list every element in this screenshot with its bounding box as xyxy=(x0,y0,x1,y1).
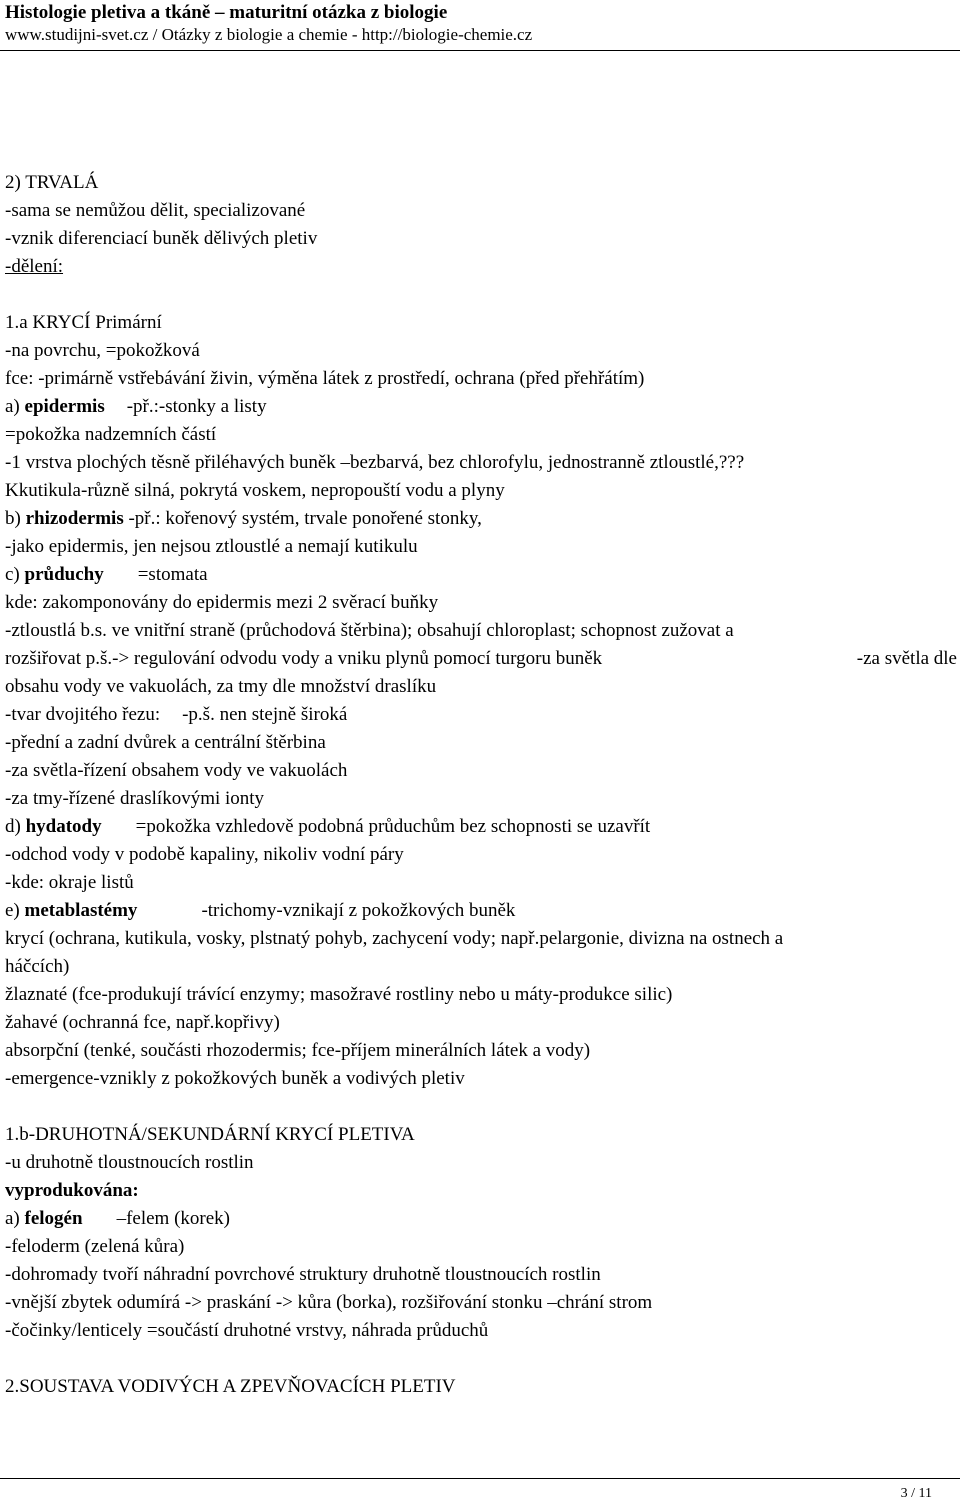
text-line: =pokožka nadzemních částí xyxy=(5,424,217,445)
text-line: -u druhotně tloustnoucích rostlin xyxy=(5,1152,254,1173)
text-line: -za tmy-řízené draslíkovými ionty xyxy=(5,788,265,809)
term-pruduchy: průduchy xyxy=(24,564,104,585)
text-segment-right: -za světla dle xyxy=(856,648,957,669)
item-text: -př.:-stonky a listy xyxy=(126,396,267,417)
text-line: -feloderm (zelená kůra) xyxy=(5,1236,185,1257)
item-marker: c) xyxy=(5,564,25,585)
text-line: fce: -primárně vstřebávání živin, výměna látek z prostředí, ochrana (před přehřátím) xyxy=(5,368,645,389)
term-epidermis: epidermis xyxy=(24,396,105,417)
text-line: -kde: okraje listů xyxy=(5,872,134,893)
text-line: -vnější zbytek odumírá -> praskání -> kůra (borka), rozšiřování stonku –chrání strom xyxy=(5,1292,653,1313)
page-header xyxy=(5,0,955,46)
text-line: Kkutikula-různě silná, pokrytá voskem, nepropouští vodu a plyny xyxy=(5,480,505,501)
item-marker: a) xyxy=(5,396,25,417)
text-line: -čočinky/lenticely =součástí druhotné vrstvy, náhrada průduchů xyxy=(5,1320,489,1341)
item-marker: a) xyxy=(5,1208,25,1229)
text-line: krycí (ochrana, kutikula, vosky, plstnatý pohyb, zachycení vody; např.pelargonie, divizna na ostnech a xyxy=(5,928,784,949)
item-metablastemy xyxy=(5,897,957,925)
bold-label: vyprodukována: xyxy=(5,1180,139,1201)
item-felogen xyxy=(5,1205,957,1233)
item-marker: b) xyxy=(5,508,26,529)
document-source: www.studijni-svet.cz / Otázky z biologie a chemie - http://biologie-chemie.cz xyxy=(5,25,533,44)
term-metablastemy: metablastémy xyxy=(24,900,138,921)
text-line: absorpční (tenké, součásti rhozodermis; fce-příjem minerálních látek a vody) xyxy=(5,1040,591,1061)
item-pruduchy xyxy=(5,561,957,589)
blank-line xyxy=(5,1093,957,1121)
term-rhizodermis: rhizodermis xyxy=(25,508,124,529)
blank-line xyxy=(5,281,957,309)
text-line: -přední a zadní dvůrek a centrální štěrbina xyxy=(5,732,326,753)
text-line: -na povrchu, =pokožková xyxy=(5,340,200,361)
text-segment: -p.š. nen stejně široká xyxy=(182,704,348,725)
text-line: -dohromady tvoří náhradní povrchové struktury druhotně tloustnoucích rostlin xyxy=(5,1264,601,1285)
text-line: -odchod vody v podobě kapaliny, nikoliv vodní páry xyxy=(5,844,404,865)
item-rhizodermis xyxy=(5,505,957,533)
header-divider xyxy=(0,50,960,51)
term-hydatody: hydatody xyxy=(25,816,102,837)
text-segment: -tvar dvojitého řezu: xyxy=(5,704,161,725)
text-line xyxy=(5,701,957,729)
item-text: =pokožka vzhledově podobná průduchům bez schopnosti se uzavřít xyxy=(135,816,651,837)
text-line: -jako epidermis, jen nejsou ztloustlé a nemají kutikulu xyxy=(5,536,418,557)
text-line: -1 vrstva plochých těsně přiléhavých buněk –bezbarvá, bez chlorofylu, jednostranně ztloustlé,??? xyxy=(5,452,745,473)
item-text: –felem (korek) xyxy=(116,1208,230,1229)
text-line: háčcích) xyxy=(5,956,70,977)
text-line: kde: zakomponovány do epidermis mezi 2 svěrací buňky xyxy=(5,592,439,613)
document-body xyxy=(5,169,957,1401)
text-line: obsahu vody ve vakuolách, za tmy dle množství draslíku xyxy=(5,676,437,697)
text-line: žahavé (ochranná fce, např.kopřivy) xyxy=(5,1012,280,1033)
page-number: 3 / 11 xyxy=(900,1486,932,1501)
section-heading-druhotna: 1.b-DRUHOTNÁ/SEKUNDÁRNÍ KRYCÍ PLETIVA xyxy=(5,1124,415,1145)
item-marker: e) xyxy=(5,900,25,921)
text-line xyxy=(5,645,957,673)
text-line-underlined: -dělení: xyxy=(5,256,64,277)
term-felogen: felogén xyxy=(24,1208,83,1229)
text-line: -emergence-vznikly z pokožkových buněk a vodivých pletiv xyxy=(5,1068,465,1089)
text-line: -ztloustlá b.s. ve vnitřní straně (průchodová štěrbina); obsahují chloroplast; schopnost zužovat a xyxy=(5,620,734,641)
section-heading-kryci: 1.a KRYCÍ Primární xyxy=(5,312,162,333)
text-line: -za světla-řízení obsahem vody ve vakuolách xyxy=(5,760,348,781)
document-title: Histologie pletiva a tkáně – maturitní otázka z biologie xyxy=(5,2,448,23)
item-text: =stomata xyxy=(137,564,208,585)
text-line: -sama se nemůžou dělit, specializované xyxy=(5,200,306,221)
text-line: žlaznaté (fce-produkují trávící enzymy; masožravé rostliny nebo u máty-produkce silic) xyxy=(5,984,673,1005)
item-text: -trichomy-vznikají z pokožkových buněk xyxy=(201,900,516,921)
section-heading-soustava: 2.SOUSTAVA VODIVÝCH A ZPEVŇOVACÍCH PLETIV xyxy=(5,1376,456,1397)
blank-line xyxy=(5,1345,957,1373)
footer-divider xyxy=(0,1478,960,1479)
text-segment: rozšiřovat p.š.-> regulování odvodu vody a vniku plynů pomocí turgoru buněk xyxy=(5,648,603,669)
item-text: -př.: kořenový systém, trvale ponořené stonky, xyxy=(123,508,482,529)
item-hydatody xyxy=(5,813,957,841)
item-epidermis xyxy=(5,393,957,421)
text-line: -vznik diferenciací buněk dělivých pletiv xyxy=(5,228,318,249)
item-marker: d) xyxy=(5,816,26,837)
section-heading-trvala: 2) TRVALÁ xyxy=(5,172,99,193)
